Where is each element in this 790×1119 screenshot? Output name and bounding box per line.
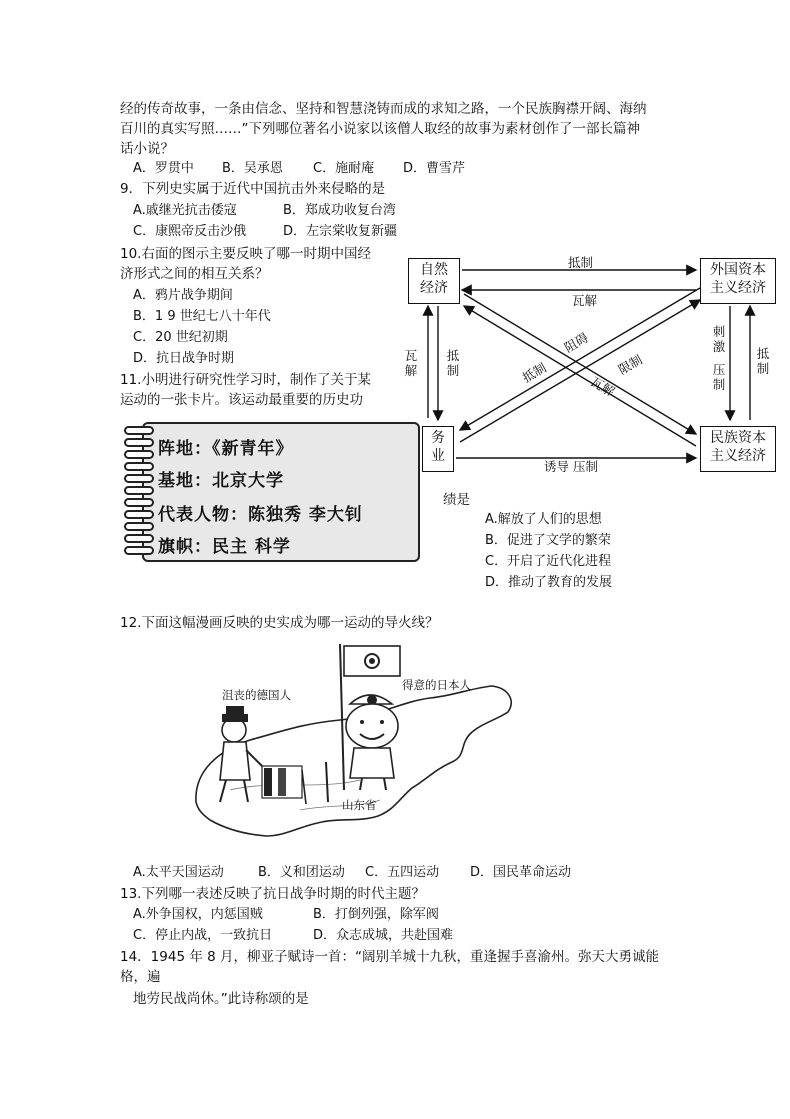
label-japanese: 得意的日本人 [402,678,471,692]
q8-option-b: B．吴承恩 [222,161,283,176]
spiral-ring [124,426,154,435]
q13-option-b: B．打倒列强，除军阀 [313,907,439,922]
box-handicraft [422,426,454,472]
q14-stem-line-1: 14．1945 年 8 月，柳亚子赋诗一首：“阔别羊城十九秋，重逢握手喜渝州。弥天大勇诚能 [120,949,659,965]
q10-option-a: A．鸦片战争期间 [133,288,233,303]
label-left-resist-2: 制 [446,363,460,378]
q8-stem-line-3: 话小说？ [120,141,174,157]
label-diag-hinder: 阻碍 [561,329,591,356]
spiral-ring [124,510,154,519]
q8-option-a: A．罗贯中 [133,161,194,176]
q12-option-a: A.太平天国运动 [133,865,224,880]
q8-stem-line-1: 经的传奇故事，一条由信念、坚持和智慧浇铸而成的求知之路，一个民族胸襟开阔、海纳 [120,101,647,117]
box-foreign-capitalism [700,258,776,304]
label-left-disintegrate-2: 解 [404,363,418,378]
q10-option-d: D．抗日战争时期 [133,351,235,366]
spiral-ring [124,486,154,495]
spiral-ring [124,438,154,447]
label-top-resist: 抵制 [568,255,594,270]
q14-stem-line-3: 地劳民战尚休。”此诗称颂的是 [133,991,309,1007]
card-line-3: 代表人物：陈独秀 李大钊 [158,505,363,525]
q10-option-b: B．1 9 世纪七八十年代 [133,309,271,324]
label-right-2: 激 [712,339,726,354]
label-right-stimulate-suppress [712,324,726,392]
q11-option-c: C．开启了近代化进程 [485,554,612,569]
economy-diagram [400,254,780,484]
box-handicraft-line-2: 业 [431,448,445,464]
q8-option-c: C．施耐庵 [313,161,375,176]
spiral-ring [124,522,154,531]
label-right-resist-1: 抵 [756,346,770,361]
label-diag-disintegrate: 瓦解 [588,373,618,400]
label-right-3: 压 [712,362,726,377]
card-line-1: 阵地：《新青年》 [158,439,294,459]
label-left-resist [446,348,460,378]
q12-option-c: C．五四运动 [365,865,440,880]
q9-option-b: B．郑成功收复台湾 [283,203,396,218]
box-foreign-capitalism-line-1: 外国资本 [710,262,766,278]
q8-stem-line-2: 百川的真实写照……”下列哪位著名小说家以该僧人取经的故事为素材创作了一部长篇神 [120,121,640,137]
label-right-resist-2: 制 [756,361,770,376]
q11-option-b: B．促进了文学的繁荣 [485,533,611,548]
label-diag-resist: 抵制 [519,359,549,386]
box-national-capitalism-line-1: 民族资本 [710,430,766,446]
q9-option-c: C．康熙帝反击沙俄 [133,224,247,239]
q10-stem-line-1: 10.右面的图示主要反映了哪一时期中国经 [120,246,371,262]
label-left-disintegrate [404,348,418,378]
q12-option-b: B．义和团运动 [258,865,345,880]
box-natural-economy-line-2: 经济 [420,280,448,296]
label-diag-restrict: 限制 [615,351,645,378]
spiral-ring [124,474,154,483]
q13-option-d: D．众志成城，共赴国难 [313,928,454,943]
spiral-ring [124,498,154,507]
cartoon-drawing [190,640,520,852]
spiral-ring [124,534,154,543]
movement-card [124,418,420,568]
card-line-2: 基地：北京大学 [158,471,284,491]
box-natural-economy-line-1: 自然 [420,262,448,278]
q12-stem: 12.下面这幅漫画反映的史实成为哪一运动的导火线？ [120,615,439,631]
q8-option-d: D．曹雪芹 [403,161,466,176]
q13-option-a: A.外争国权，内惩国贼 [133,907,263,922]
label-bottom-induce-suppress: 诱导 压制 [544,459,598,474]
spiral-ring [124,450,154,459]
shandong-cartoon [190,640,520,852]
q11-stem-line-1: 11.小明进行研究性学习时，制作了关于某 [120,372,371,388]
box-national-capitalism [700,426,776,472]
label-german: 沮丧的德国人 [222,688,291,702]
q9-option-a: A.戚继光抗击倭寇 [133,203,237,218]
label-shandong: 山东省 [342,798,377,812]
q9-stem: 9．下列史实属于近代中国抗击外来侵略的是 [120,181,386,197]
box-natural-economy [408,258,460,304]
q11-stem-line-2: 运动的一张卡片。该运动最重要的历史功 [120,392,363,408]
q13-stem: 13.下列哪一表述反映了抗日战争时期的时代主题？ [120,886,425,902]
card-line-4: 旗帜：民主 科学 [158,537,291,557]
q11-option-a: A.解放了人们的思想 [485,512,602,527]
label-right-resist [756,346,770,376]
spiral-ring [124,462,154,471]
q11-option-d: D．推动了教育的发展 [485,575,613,590]
box-foreign-capitalism-line-2: 主义经济 [710,280,766,296]
q10-option-c: C．20 世纪初期 [133,330,228,345]
label-left-disintegrate-1: 瓦 [404,348,418,363]
label-left-resist-1: 抵 [446,348,460,363]
card-body [142,422,420,562]
q9-option-d: D．左宗棠收复新疆 [283,224,398,239]
spiral-ring [124,546,154,555]
q10-stem-line-2: 济形式之间的相互关系？ [120,266,269,282]
box-national-capitalism-line-2: 主义经济 [710,448,766,464]
q13-option-c: C．停止内战，一致抗日 [133,928,273,943]
q11-stem-line-3: 绩是 [443,492,470,508]
label-right-4: 制 [712,377,726,392]
box-handicraft-line-1: 务 [431,430,445,446]
q14-stem-line-2: 格，遍 [120,969,161,985]
label-right-1: 刺 [712,324,726,339]
label-top-disintegrate: 瓦解 [572,293,598,308]
q12-option-d: D．国民革命运动 [470,865,572,880]
